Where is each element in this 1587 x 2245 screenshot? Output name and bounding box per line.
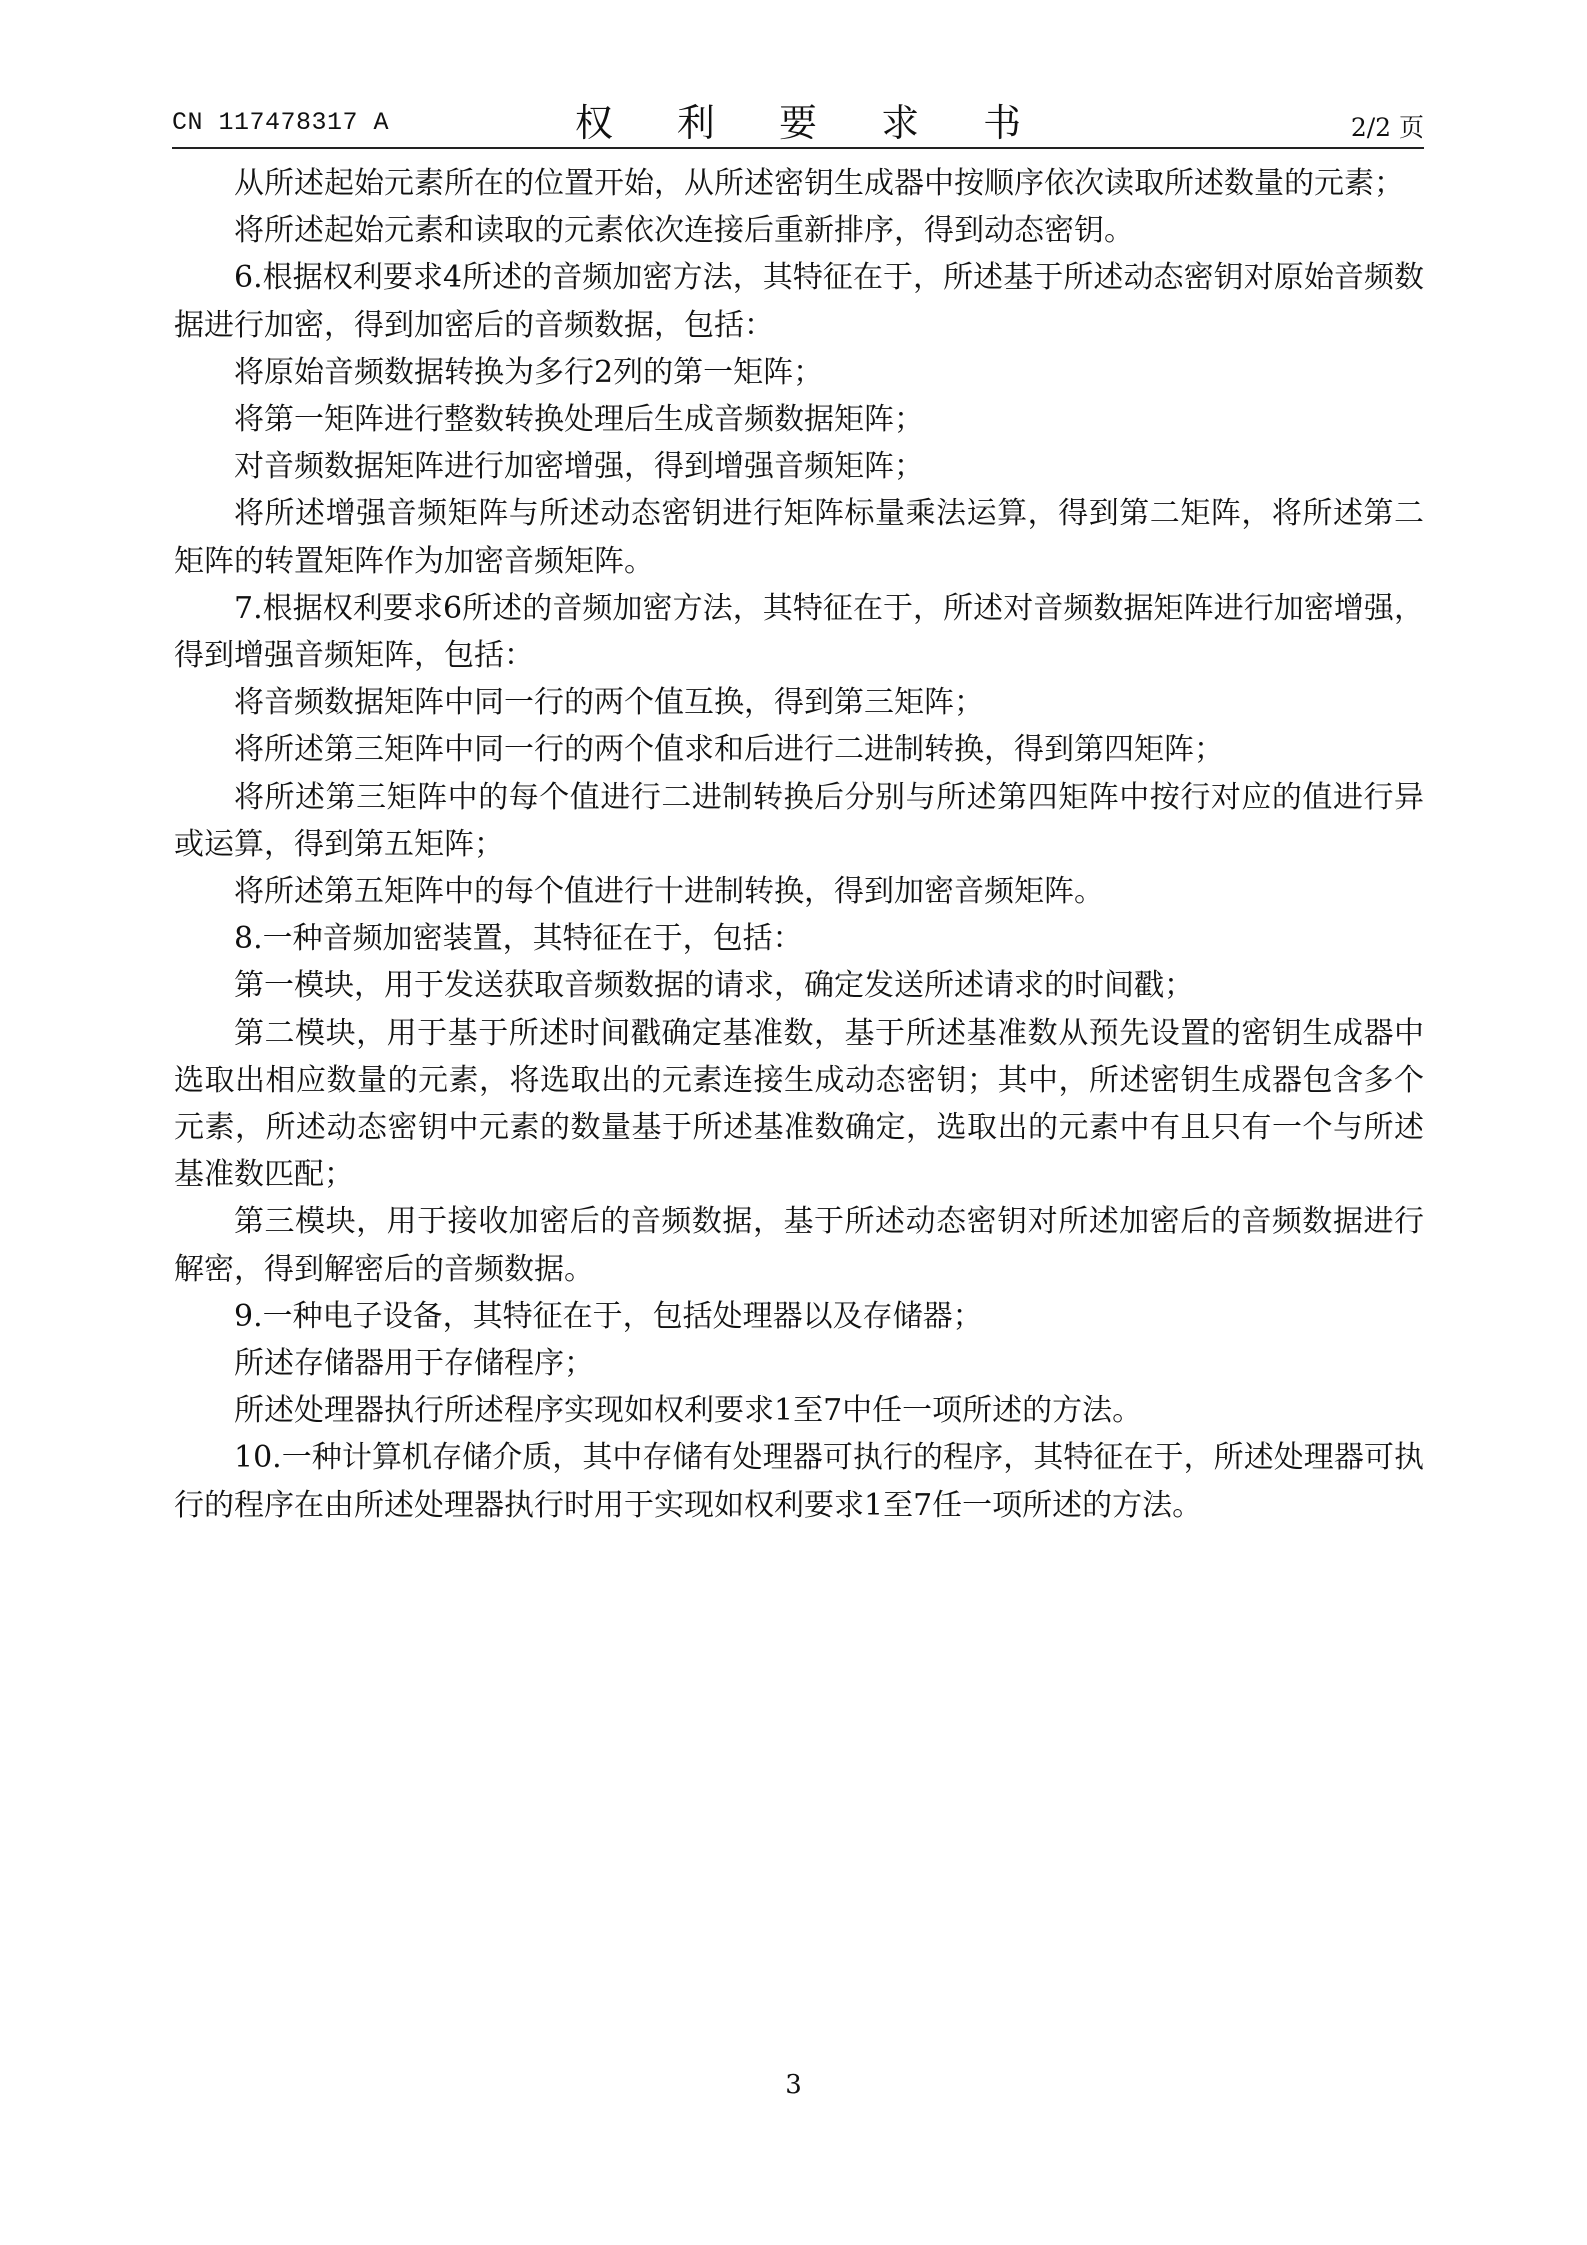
claim-paragraph: 将第一矩阵进行整数转换处理后生成音频数据矩阵； bbox=[234, 402, 924, 438]
claim-paragraph: 第一模块，用于发送获取音频数据的请求，确定发送所述请求的时间戳； bbox=[234, 968, 1194, 1004]
page-header bbox=[172, 92, 1424, 144]
claim-paragraph: 第三模块，用于接收加密后的音频数据，基于所述动态密钥对所述加密后的音频数据进行解密，得到解密后的音频数据。 bbox=[174, 1204, 1424, 1287]
publication-number: CN 117478317 A bbox=[172, 108, 390, 137]
claim-paragraph: 从所述起始元素所在的位置开始，从所述密钥生成器中按顺序依次读取所述数量的元素； bbox=[234, 166, 1404, 201]
claim-paragraph: 将原始音频数据转换为多行2列的第一矩阵； bbox=[234, 354, 824, 390]
header-divider bbox=[172, 147, 1424, 149]
page-number: 3 bbox=[785, 2070, 802, 2100]
claim-paragraph: 将所述第三矩阵中的每个值进行二进制转换后分别与所述第四矩阵中按行对应的值进行异或运算，得到第五矩阵； bbox=[174, 779, 1424, 862]
page-of-total: 2/2 页 bbox=[1350, 113, 1424, 142]
claims-body bbox=[174, 160, 1424, 1529]
claim-paragraph: 10.一种计算机存储介质，其中存储有处理器可执行的程序，其特征在于，所述处理器可执行的程序在由所述处理器执行时用于实现如权利要求1至7任一项所述的方法。 bbox=[174, 1440, 1424, 1523]
claim-paragraph: 8.一种音频加密装置，其特征在于，包括： bbox=[234, 921, 803, 957]
claim-paragraph: 将所述第五矩阵中的每个值进行十进制转换，得到加密音频矩阵。 bbox=[234, 874, 1104, 910]
claim-paragraph: 第二模块，用于基于所述时间戳确定基准数，基于所述基准数从预先设置的密钥生成器中选取出相应数量的元素，将选取出的元素连接生成动态密钥；其中，所述密钥生成器包含多个元素，所述动态密钥中元素的数量基于所述基准数确定，选取出的元素中有且只有一个与所述基准数匹配； bbox=[174, 1015, 1424, 1193]
claim-paragraph: 所述处理器执行所述程序实现如权利要求1至7中任一项所述的方法。 bbox=[234, 1393, 1143, 1429]
claim-paragraph: 将音频数据矩阵中同一行的两个值互换，得到第三矩阵； bbox=[234, 685, 984, 721]
claim-paragraph: 所述存储器用于存储程序； bbox=[234, 1346, 594, 1382]
claim-paragraph: 将所述增强音频矩阵与所述动态密钥进行矩阵标量乘法运算，得到第二矩阵，将所述第二矩阵的转置矩阵作为加密音频矩阵。 bbox=[174, 496, 1424, 579]
claim-paragraph: 9.一种电子设备，其特征在于，包括处理器以及存储器； bbox=[234, 1298, 983, 1334]
claim-paragraph: 对音频数据矩阵进行加密增强，得到增强音频矩阵； bbox=[234, 449, 924, 485]
document-title: 权 利 要 求 书 bbox=[574, 101, 1048, 145]
claim-paragraph: 7.根据权利要求6所述的音频加密方法，其特征在于，所述对音频数据矩阵进行加密增强，得到增强音频矩阵，包括： bbox=[174, 590, 1424, 674]
claim-paragraph: 将所述起始元素和读取的元素依次连接后重新排序，得到动态密钥。 bbox=[234, 213, 1134, 249]
claim-paragraph: 将所述第三矩阵中同一行的两个值求和后进行二进制转换，得到第四矩阵； bbox=[234, 732, 1224, 768]
claim-paragraph: 6.根据权利要求4所述的音频加密方法，其特征在于，所述基于所述动态密钥对原始音频数据进行加密，得到加密后的音频数据，包括： bbox=[174, 260, 1424, 343]
